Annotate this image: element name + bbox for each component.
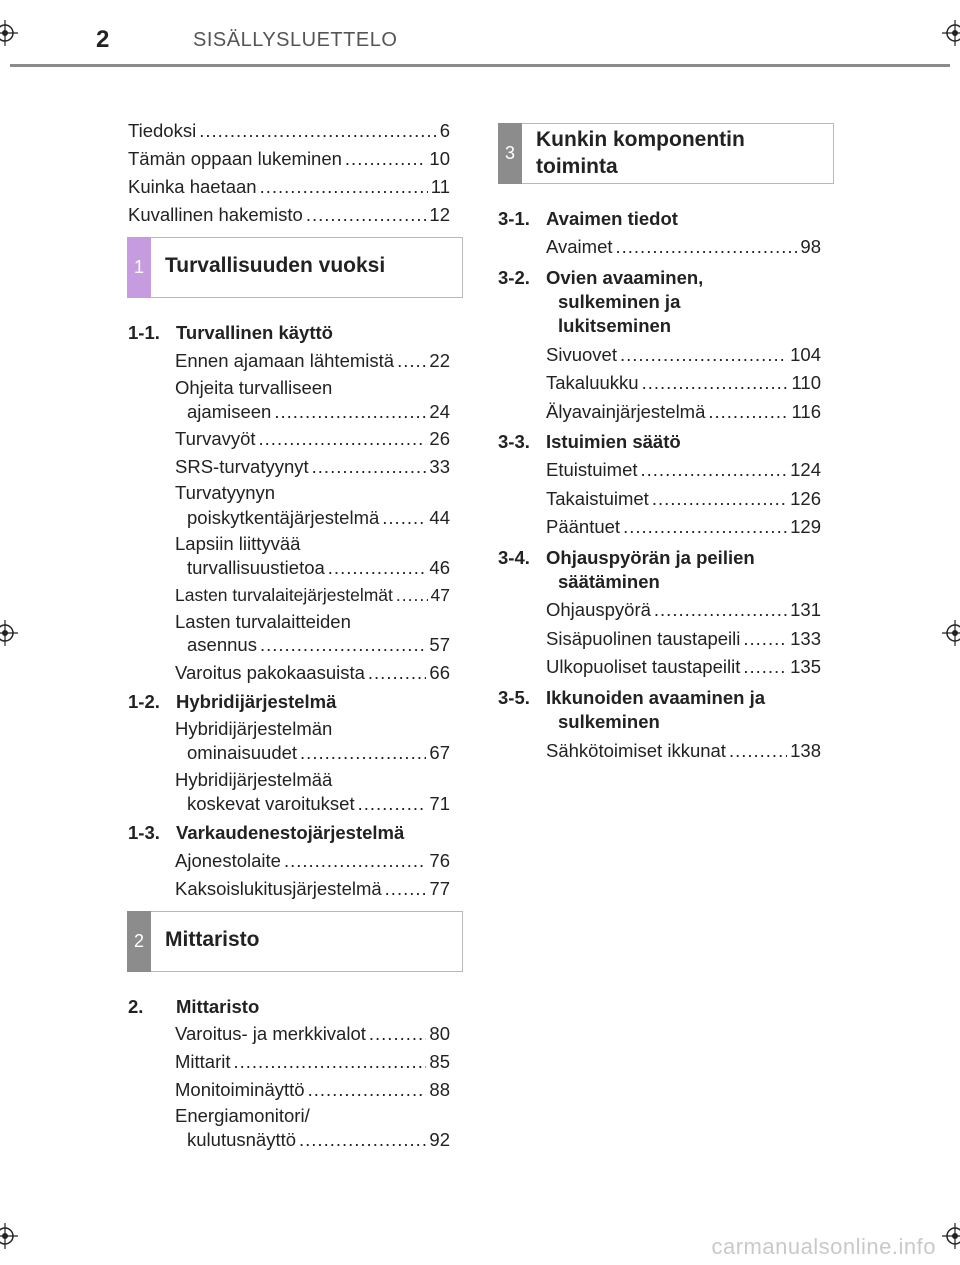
toc-entry[interactable]: koskevat varoitukset ..... 71 bbox=[187, 792, 450, 816]
watermark: carmanualsonline.info bbox=[711, 1234, 936, 1259]
toc-entry-line[interactable]: Lasten turvalaitteiden bbox=[175, 611, 351, 632]
toc-entry[interactable]: Ohjauspyörä ..... 131 bbox=[546, 598, 821, 622]
toc-entry[interactable]: kulutusnäyttö ..... 92 bbox=[187, 1128, 450, 1152]
subsection-heading-line: lukitseminen bbox=[558, 315, 672, 336]
running-title: SISÄLLYSLUETTELO bbox=[193, 29, 398, 51]
subsection-heading[interactable]: 2. Mittaristo bbox=[128, 996, 260, 1017]
subsection-heading[interactable]: 1-1. Turvallinen käyttö bbox=[128, 322, 333, 343]
section-number-tab: 2 bbox=[127, 911, 151, 972]
toc-entry[interactable]: Ennen ajamaan lähtemistä ..... 22 bbox=[175, 349, 450, 373]
toc-entry-line[interactable]: Ohjeita turvalliseen bbox=[175, 377, 333, 398]
toc-entry[interactable]: Tämän oppaan lukeminen ..... 10 bbox=[128, 147, 450, 171]
toc-entry[interactable]: Varoitus- ja merkkivalot ..... 80 bbox=[175, 1022, 450, 1046]
toc-entry[interactable]: Sähkötoimiset ikkunat ..... 138 bbox=[546, 739, 821, 763]
toc-entry[interactable]: Lasten turvalaitejärjestelmät ..... 47 bbox=[175, 583, 450, 607]
toc-entry[interactable]: asennus ..... 57 bbox=[187, 633, 450, 657]
subsection-heading[interactable]: 3-2. Ovien avaaminen, bbox=[498, 267, 704, 288]
section-title-line: Kunkin komponentin bbox=[536, 128, 745, 151]
toc-entry-line[interactable]: Turvatyynyn bbox=[175, 482, 276, 503]
toc-entry[interactable]: Avaimet ..... 98 bbox=[546, 235, 821, 259]
toc-entry[interactable]: Etuistuimet ..... 124 bbox=[546, 458, 821, 482]
toc-entry[interactable]: Ajonestolaite ..... 76 bbox=[175, 849, 450, 873]
registration-mark-icon bbox=[942, 620, 960, 646]
toc-entry[interactable]: Sisäpuolinen taustapeili ..... 133 bbox=[546, 627, 821, 651]
toc-entry-line[interactable]: Hybridijärjestelmän bbox=[175, 718, 333, 739]
toc-entry-line[interactable]: Hybridijärjestelmää bbox=[175, 769, 333, 790]
subsection-heading-line: sulkeminen bbox=[558, 711, 660, 732]
section-number-tab: 3 bbox=[498, 123, 522, 184]
toc-entry-line[interactable]: Lapsiin liittyvää bbox=[175, 533, 301, 554]
section-title-line: toiminta bbox=[536, 155, 618, 178]
subsection-heading[interactable]: 3-5. Ikkunoiden avaaminen ja bbox=[498, 687, 765, 708]
toc-entry[interactable]: Sivuovet ..... 104 bbox=[546, 343, 821, 367]
toc-entry[interactable]: Tiedoksi ..... 6 bbox=[128, 119, 450, 143]
registration-mark-icon bbox=[0, 620, 18, 646]
section-box-3 bbox=[498, 123, 834, 184]
section-box-2 bbox=[127, 911, 463, 972]
section-number-tab: 1 bbox=[127, 237, 151, 298]
section-box-1 bbox=[127, 237, 463, 298]
toc-entry[interactable]: Pääntuet ..... 129 bbox=[546, 515, 821, 539]
section-title: Turvallisuuden vuoksi bbox=[165, 254, 386, 277]
toc-entry[interactable]: Turvavyöt ..... 26 bbox=[175, 427, 450, 451]
registration-mark-icon bbox=[0, 20, 18, 46]
subsection-heading[interactable]: 1-3. Varkaudenestojärjestelmä bbox=[128, 822, 405, 843]
registration-mark-icon bbox=[942, 20, 960, 46]
toc-entry[interactable]: Mittarit ..... 85 bbox=[175, 1050, 450, 1074]
subsection-heading[interactable]: 3-1. Avaimen tiedot bbox=[498, 208, 678, 229]
toc-entry[interactable]: ominaisuudet ..... 67 bbox=[187, 741, 450, 765]
subsection-heading[interactable]: 1-2. Hybridijärjestelmä bbox=[128, 691, 337, 712]
subsection-heading-line: sulkeminen ja bbox=[558, 291, 681, 312]
toc-entry[interactable]: Kuvallinen hakemisto ..... 12 bbox=[128, 203, 450, 227]
subsection-heading[interactable]: 3-4. Ohjauspyörän ja peilien bbox=[498, 547, 755, 568]
toc-entry-line[interactable]: Energiamonitori/ bbox=[175, 1105, 310, 1126]
toc-entry[interactable]: turvallisuustietoa ..... 46 bbox=[187, 556, 450, 580]
toc-entry[interactable]: ajamiseen ..... 24 bbox=[187, 400, 450, 424]
toc-entry[interactable]: Varoitus pakokaasuista ..... 66 bbox=[175, 661, 450, 685]
subsection-heading-line: säätäminen bbox=[558, 571, 660, 592]
toc-entry[interactable]: poiskytkentäjärjestelmä ..... 44 bbox=[187, 506, 450, 530]
toc-entry[interactable]: Takaluukku ..... 110 bbox=[546, 371, 821, 395]
header-rule bbox=[10, 64, 950, 67]
toc-entry[interactable]: Monitoiminäyttö ..... 88 bbox=[175, 1078, 450, 1102]
page-number: 2 bbox=[96, 26, 110, 53]
toc-entry[interactable]: Takaistuimet ..... 126 bbox=[546, 487, 821, 511]
toc-entry[interactable]: Älyavainjärjestelmä ..... 116 bbox=[546, 400, 821, 424]
registration-mark-icon bbox=[942, 1223, 960, 1249]
subsection-heading[interactable]: 3-3. Istuimien säätö bbox=[498, 431, 681, 452]
toc-entry[interactable]: SRS-turvatyynyt ..... 33 bbox=[175, 455, 450, 479]
section-title: Mittaristo bbox=[165, 928, 260, 951]
registration-mark-icon bbox=[0, 1223, 18, 1249]
toc-entry[interactable]: Kaksoislukitusjärjestelmä ..... 77 bbox=[175, 877, 450, 901]
toc-entry[interactable]: Kuinka haetaan ..... 11 bbox=[128, 175, 450, 199]
toc-entry[interactable]: Ulkopuoliset taustapeilit ..... 135 bbox=[546, 655, 821, 679]
